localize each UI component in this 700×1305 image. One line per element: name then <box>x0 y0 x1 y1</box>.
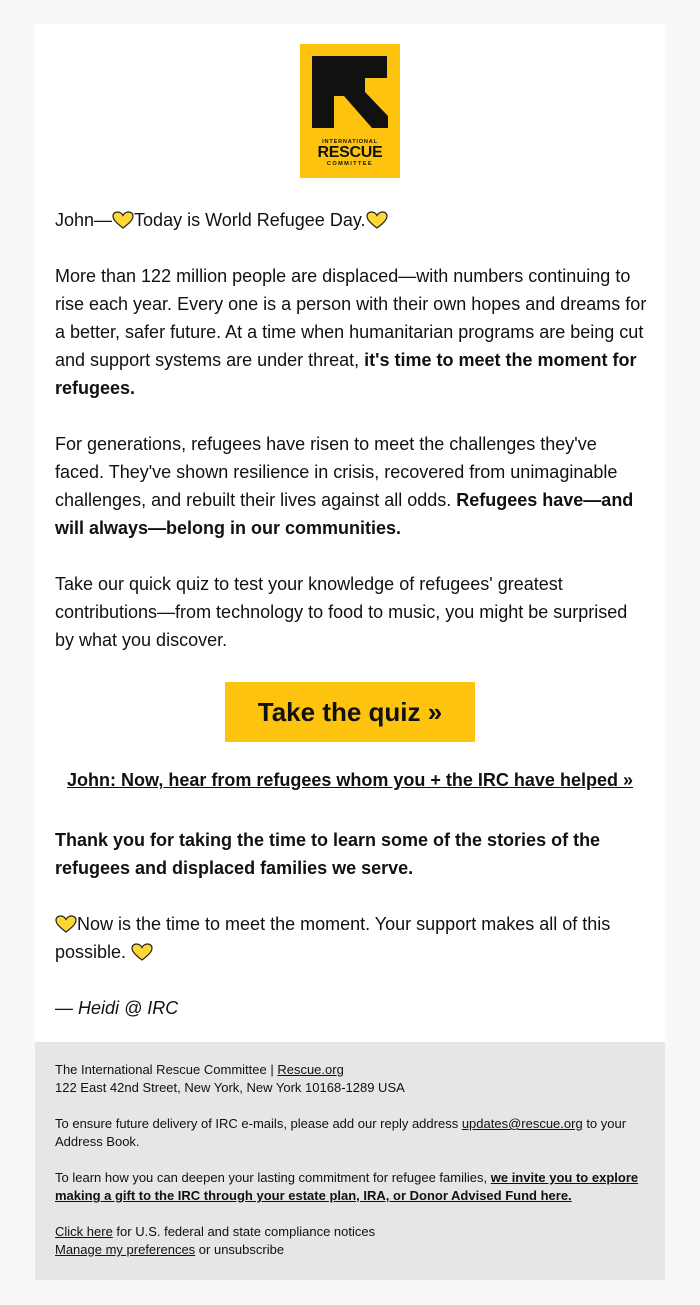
thank-you-text: Thank you for taking the time to learn some of the stories of the refugees and displaced families we serve. <box>55 830 601 878</box>
refugee-stories-link[interactable]: John: Now, hear from refugees whom you + the IRC have helped » <box>67 770 633 790</box>
yellow-heart-icon <box>112 211 134 229</box>
compliance-text: for U.S. federal and state compliance notices <box>112 1224 376 1239</box>
paragraph-displaced <box>55 262 647 402</box>
logo-text-rescue: RESCUE <box>317 144 383 161</box>
manage-preferences-link[interactable]: Manage my preferences <box>55 1242 196 1257</box>
logo-text-international: INTERNATIONAL <box>322 139 378 145</box>
email-footer <box>35 1042 665 1280</box>
footer-links <box>55 1223 647 1259</box>
paragraph-generations <box>55 430 647 542</box>
yellow-heart-icon <box>366 211 388 229</box>
footer-org-info <box>55 1061 647 1097</box>
footer-delivery-note <box>55 1115 647 1151</box>
reply-email-link[interactable]: updates@rescue.org <box>461 1116 583 1131</box>
paragraph-bold: it's time to meet the moment for refugees. <box>55 350 637 398</box>
email-card <box>35 24 665 1042</box>
estate-gift-link[interactable]: we invite you to explore making a gift to the IRC through your estate plan, IRA, or Donor Advised Fund here. <box>55 1170 639 1203</box>
logo-text-committee: COMMITTEE <box>326 161 374 167</box>
paragraph-text: More than 122 million people are displaced—with numbers continuing to rise each year. Every one is a person with their own hopes and dreams for a better, safer future. At a time when humanitarian programs are being cut and support systems are under threat, <box>55 266 647 370</box>
greeting <box>55 206 647 234</box>
greeting-name: John— <box>55 210 113 230</box>
unsubscribe-text: or unsubscribe <box>195 1242 285 1257</box>
yellow-heart-icon <box>131 943 153 961</box>
footer-delivery-text-end: to your Address Book. <box>55 1116 627 1149</box>
footer-address: 122 East 42nd Street, New York, New York 10168-1289 USA <box>55 1080 405 1095</box>
footer-org-name: The International Rescue Committee | <box>55 1062 278 1077</box>
compliance-link[interactable]: Click here <box>55 1224 113 1239</box>
footer-delivery-text: To ensure future delivery of IRC e-mails, please add our reply address <box>55 1116 462 1131</box>
signature: — Heidi @ IRC <box>55 998 179 1018</box>
take-quiz-button[interactable]: Take the quiz » <box>225 682 475 742</box>
closing-text: Now is the time to meet the moment. Your support makes all of this possible. <box>55 914 611 962</box>
closing-paragraph <box>55 910 615 966</box>
footer-legacy-text: To learn how you can deepen your lasting commitment for refugee families, <box>55 1170 491 1185</box>
rescue-org-link[interactable]: Rescue.org <box>277 1062 344 1077</box>
paragraph-text: For generations, refugees have risen to meet the challenges they've faced. They've shown resilience in crisis, recovered from unimaginable challenges, and rebuilt their lives against all odds. <box>55 434 618 510</box>
footer-legacy-note <box>55 1169 647 1205</box>
irc-logo[interactable] <box>300 44 400 178</box>
paragraph-bold: Refugees have—and will always—belong in our communities. <box>55 490 634 538</box>
greeting-text: Today is World Refugee Day. <box>134 210 366 230</box>
yellow-heart-icon <box>55 915 77 933</box>
paragraph-quiz-intro: Take our quick quiz to test your knowledge of refugees' greatest contributions—from technology to food to music, you might be surprised by what you discover. <box>55 574 628 650</box>
